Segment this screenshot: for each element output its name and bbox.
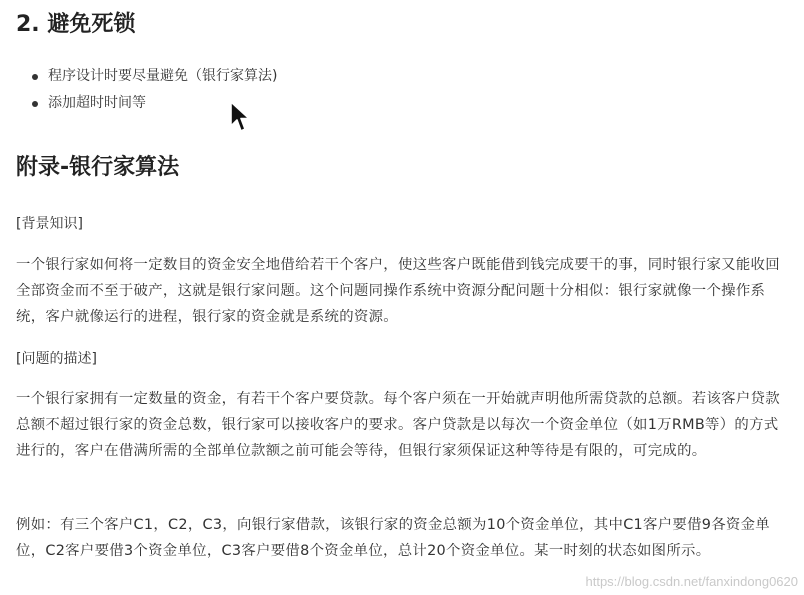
background-label: [背景知识]: [16, 216, 83, 232]
list-item: 添加超时时间等: [30, 90, 277, 117]
watermark: https://blog.csdn.net/fanxindong0620: [585, 574, 798, 589]
example-paragraph: 例如：有三个客户C1，C2，C3，向银行家借款，该银行家的资金总额为10个资金单位，其中C1客户要借9各资金单位，C2客户要借3个资金单位，C3客户要借8个资金单位，总计20个资金单位。某一时刻的状态如图所示。: [16, 517, 770, 559]
mouse-pointer-icon: [229, 100, 251, 134]
appendix-heading: 附录-银行家算法: [16, 155, 180, 180]
description-label: [问题的描述]: [16, 351, 97, 367]
list-item: 程序设计时要尽量避免（银行家算法): [30, 63, 277, 90]
description-paragraph: 一个银行家拥有一定数量的资金，有若干个客户要贷款。每个客户须在一开始就声明他所需贷款的总额。若该客户贷款总额不超过银行家的资金总数，银行家可以接收客户的要求。客户贷款是以每次一个资金单位（如1万RMB等）的方式进行的，客户在借满所需的全部单位款额之前可能会等待，但银行家须保证这种等待是有限的，可完成的。: [16, 391, 780, 459]
section-heading: 2. 避免死锁: [16, 12, 136, 37]
background-paragraph: 一个银行家如何将一定数目的资金安全地借给若干个客户，使这些客户既能借到钱完成要干的事，同时银行家又能收回全部资金而不至于破产，这就是银行家问题。这个问题同操作系统中资源分配问题十分相似：银行家就像一个操作系统，客户就像运行的进程，银行家的资金就是系统的资源。: [16, 257, 780, 325]
